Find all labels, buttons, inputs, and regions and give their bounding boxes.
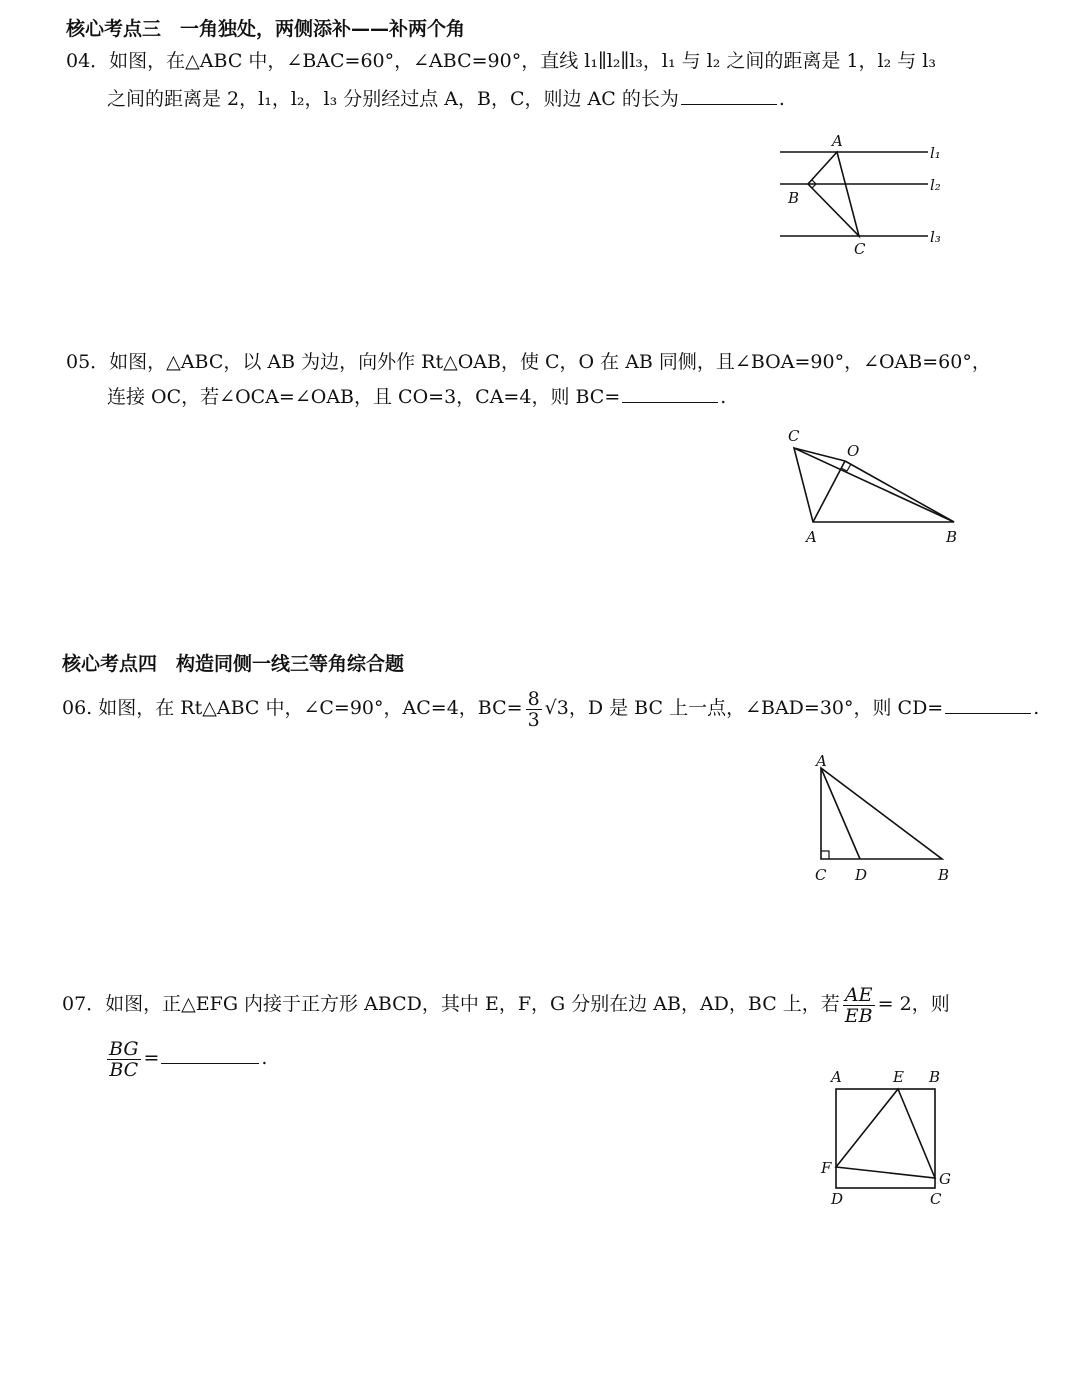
- q05-line1: 05．如图，△ABC，以 AB 为边，向外作 Rt△OAB，使 C，O 在 AB 同侧，且∠BOA=90°，∠OAB=60°，: [66, 351, 991, 373]
- q06-text-2: ，D 是 BC 上一点，∠BAD=30°，则 CD=: [568, 697, 944, 719]
- label-c: C: [815, 866, 827, 884]
- q07-frac1-den: EB: [844, 1004, 873, 1027]
- triangle-efg: [836, 1089, 935, 1178]
- q06-frac-num: 8: [527, 687, 540, 710]
- label-b: B: [788, 189, 800, 207]
- label-c: C: [788, 427, 800, 445]
- label-l1: l₁: [930, 144, 941, 162]
- triangle-abc: [808, 152, 859, 236]
- q05-line2: [107, 384, 726, 410]
- q07-fraction-ae-eb: [843, 985, 875, 1026]
- q06-sqrt: √3: [544, 697, 569, 719]
- label-a: A: [832, 132, 843, 150]
- section-heading-4: 核心考点四 构造同侧一线三等角综合题: [62, 653, 405, 675]
- label-l3: l₃: [930, 228, 941, 246]
- segment-oa: [813, 461, 845, 522]
- label-d: D: [831, 1190, 844, 1208]
- label-d: D: [855, 866, 868, 884]
- label-b: B: [929, 1068, 941, 1086]
- section-heading-3: 核心考点三 一角独处，两侧添补——补两个角: [66, 18, 466, 40]
- q06-frac-den: 3: [527, 708, 540, 731]
- q04-period: .: [778, 88, 785, 110]
- label-b: B: [946, 528, 958, 546]
- right-angle-mark: [821, 851, 829, 859]
- q07-frac2-den: BC: [109, 1058, 139, 1081]
- label-a: A: [816, 752, 827, 770]
- q06-figure: [805, 752, 965, 892]
- label-c: C: [930, 1190, 942, 1208]
- label-g: G: [939, 1170, 951, 1188]
- segment-ad: [821, 768, 860, 859]
- q04-line1: 04．如图，在△ABC 中，∠BAC=60°，∠ABC=90°，直线 l₁∥l₂∥l₃，l₁ 与 l₂ 之间的距离是 1，l₂ 与 l₃: [66, 50, 937, 72]
- q06-line: [62, 688, 1039, 730]
- q07-frac2-num: BG: [109, 1037, 139, 1060]
- q07-period: .: [261, 1047, 268, 1069]
- label-c: C: [854, 240, 866, 258]
- q07-equals: =: [143, 1047, 160, 1069]
- q07-answer-blank: [161, 1045, 259, 1064]
- q05-answer-blank: [622, 384, 718, 403]
- q07-figure: [815, 1064, 965, 1214]
- label-a: A: [806, 528, 817, 546]
- q07-text-2: = 2，则: [877, 993, 950, 1015]
- q06-fraction: [526, 689, 542, 730]
- q05-period: .: [720, 386, 727, 408]
- label-e: E: [893, 1068, 904, 1086]
- q06-period: .: [1033, 697, 1040, 719]
- label-o: O: [847, 442, 860, 460]
- q05-text: 连接 OC，若∠OCA=∠OAB，且 CO=3，CA=4，则 BC=: [107, 386, 621, 408]
- q07-text: 07．如图，正△EFG 内接于正方形 ABCD，其中 E，F，G 分别在边 AB，AD，BC 上，若: [62, 993, 840, 1015]
- q07-fraction-bg-bc: [107, 1039, 141, 1080]
- q04-answer-blank: [681, 86, 777, 105]
- q04-text: 之间的距离是 2，l₁，l₂，l₃ 分别经过点 A，B，C，则边 AC 的长为: [107, 88, 679, 110]
- q07-line2: [104, 1036, 267, 1080]
- q05-figure: [780, 424, 970, 549]
- q04-figure: [770, 128, 960, 258]
- segment-ob: [845, 461, 954, 522]
- label-b: B: [938, 866, 950, 884]
- q07-line1: [62, 982, 950, 1026]
- q04-line2: [107, 86, 785, 112]
- q06-text: 06. 如图，在 Rt△ABC 中，∠C=90°，AC=4，BC=: [62, 697, 523, 719]
- q06-answer-blank: [945, 695, 1031, 714]
- q07-frac1-num: AE: [843, 985, 875, 1006]
- label-f: F: [821, 1159, 832, 1177]
- label-a: A: [831, 1068, 842, 1086]
- triangle-abc: [821, 768, 942, 859]
- label-l2: l₂: [930, 176, 941, 194]
